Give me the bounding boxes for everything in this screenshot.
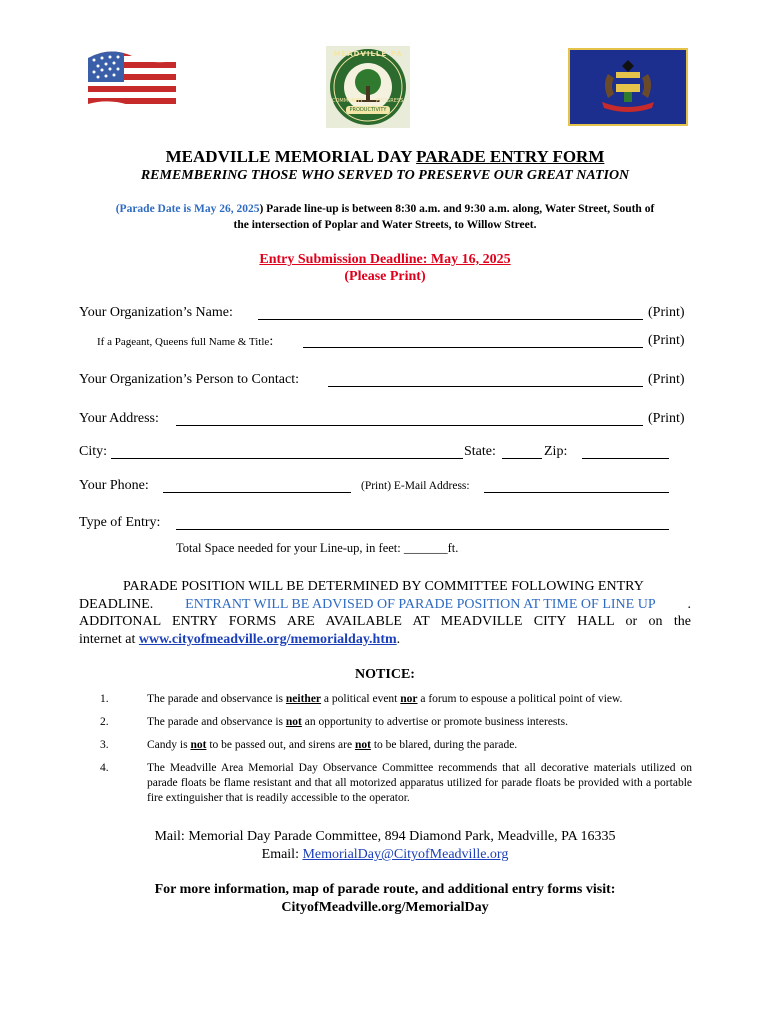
link-period: . bbox=[396, 631, 401, 647]
lineup-info: ) Parade line-up is between 8:30 a.m. and 9:30 a.m. along, Water Street, South of bbox=[259, 203, 655, 215]
email-prefix: Email: bbox=[261, 847, 303, 862]
pageant-colon: : bbox=[269, 334, 274, 349]
deadline-text: Entry Submission Deadline: May 16, 2025 bbox=[259, 252, 511, 267]
email-line bbox=[0, 847, 770, 863]
position-line4 bbox=[79, 631, 691, 649]
notice-text: The Meadville Area Memorial Day Observance Committee recommends that all decorative materials utilized on parade floats be flame resistant and that all motorized apparatus utilized for parade floats be provided with a portable fire extinguisher that is readily accessible to the operator. bbox=[147, 762, 692, 804]
space-needed-text: Total Space needed for your Line-up, in feet: _______ft. bbox=[176, 541, 459, 555]
title-underlined: PARADE ENTRY FORM bbox=[416, 147, 605, 166]
zip-field[interactable] bbox=[582, 458, 669, 459]
pageant-label bbox=[97, 334, 273, 350]
position-period: . bbox=[687, 596, 691, 612]
email-field[interactable] bbox=[484, 492, 669, 493]
meadville-seal-logo bbox=[326, 46, 410, 128]
pageant-print: (Print) bbox=[648, 333, 685, 348]
contact-field[interactable] bbox=[328, 386, 643, 387]
notice-number: 1. bbox=[100, 693, 109, 705]
org-name-label: Your Organization’s Name: bbox=[79, 305, 233, 320]
org-name-print: (Print) bbox=[648, 305, 685, 320]
position-advised-text: ENTRANT WILL BE ADVISED OF PARADE POSITION AT TIME OF LINE UP bbox=[185, 596, 656, 612]
contact-label: Your Organization’s Person to Contact: bbox=[79, 372, 299, 387]
parade-date: Parade Date is May 26, 2025 bbox=[119, 203, 260, 215]
internet-label: internet at bbox=[79, 631, 136, 647]
notice-number: 2. bbox=[100, 716, 109, 728]
notice-text: Candy is not to be passed out, and sirens are not to be blared, during the parade. bbox=[147, 739, 518, 751]
email-label: (Print) E-Mail Address: bbox=[361, 480, 470, 492]
state-field[interactable] bbox=[502, 458, 542, 459]
position-line1: PARADE POSITION WILL BE DETERMINED BY COMMITTEE FOLLOWING ENTRY bbox=[123, 579, 644, 594]
type-field[interactable] bbox=[176, 529, 669, 530]
more-info-text: For more information, map of parade route, and additional entry forms visit: bbox=[154, 882, 616, 897]
city-field[interactable] bbox=[111, 458, 463, 459]
title-prefix: MEADVILLE MEMORIAL DAY bbox=[165, 147, 412, 166]
notice-number: 4. bbox=[100, 762, 109, 774]
parade-date-line2: the intersection of Poplar and Water Streets, to Willow Street. bbox=[233, 219, 537, 231]
notice-text: The parade and observance is neither a political event nor a forum to espouse a political point of view. bbox=[147, 693, 623, 705]
parade-date-line1 bbox=[0, 203, 770, 215]
notice-text: The parade and observance is not an opportunity to advertise or promote business interests. bbox=[147, 716, 568, 728]
phone-label: Your Phone: bbox=[79, 478, 149, 493]
pennsylvania-flag-icon bbox=[568, 48, 688, 126]
mail-address: Mail: Memorial Day Parade Committee, 894 Diamond Park, Meadville, PA 16335 bbox=[154, 829, 616, 844]
seal-right-text: PROGRESS bbox=[376, 98, 404, 104]
address-print: (Print) bbox=[648, 411, 685, 426]
seal-left-text: COMMUNITY bbox=[332, 98, 364, 104]
memorial-day-link[interactable]: www.cityofmeadville.org/memorialday.htm bbox=[138, 631, 397, 647]
contact-print: (Print) bbox=[648, 372, 685, 387]
page-subtitle: REMEMBERING THOSE WHO SERVED TO PRESERVE OUR GREAT NATION bbox=[140, 168, 630, 183]
position-line2 bbox=[79, 596, 691, 614]
position-line3: ADDITONAL ENTRY FORMS ARE AVAILABLE AT MEADVILLE CITY HALL or on the bbox=[79, 614, 691, 629]
email-link[interactable]: MemorialDay@CityofMeadville.org bbox=[302, 847, 509, 862]
org-name-field[interactable] bbox=[258, 319, 643, 320]
state-label: State: bbox=[464, 444, 496, 459]
address-field[interactable] bbox=[176, 425, 643, 426]
pageant-label-text: If a Pageant, Queens full Name & Title bbox=[97, 336, 270, 348]
type-label: Type of Entry: bbox=[79, 515, 161, 530]
us-flag-icon bbox=[80, 44, 180, 124]
city-label: City: bbox=[79, 444, 108, 459]
position-paragraph bbox=[79, 578, 691, 648]
seal-top-text: MEADVILLE PA bbox=[333, 50, 403, 58]
position-deadline-word: DEADLINE. bbox=[79, 596, 154, 612]
pageant-field[interactable] bbox=[303, 347, 643, 348]
date-paren-open: ( bbox=[115, 203, 120, 215]
notice-heading: NOTICE: bbox=[355, 667, 415, 682]
page-title bbox=[0, 147, 770, 167]
address-label: Your Address: bbox=[79, 411, 159, 426]
phone-field[interactable] bbox=[163, 492, 351, 493]
website-text: CityofMeadville.org/MemorialDay bbox=[281, 900, 489, 915]
seal-bottom-text: PRODUCTIVITY bbox=[349, 107, 387, 113]
notice-number: 3. bbox=[100, 739, 109, 751]
zip-label: Zip: bbox=[544, 444, 568, 459]
please-print-text: (Please Print) bbox=[344, 269, 426, 284]
